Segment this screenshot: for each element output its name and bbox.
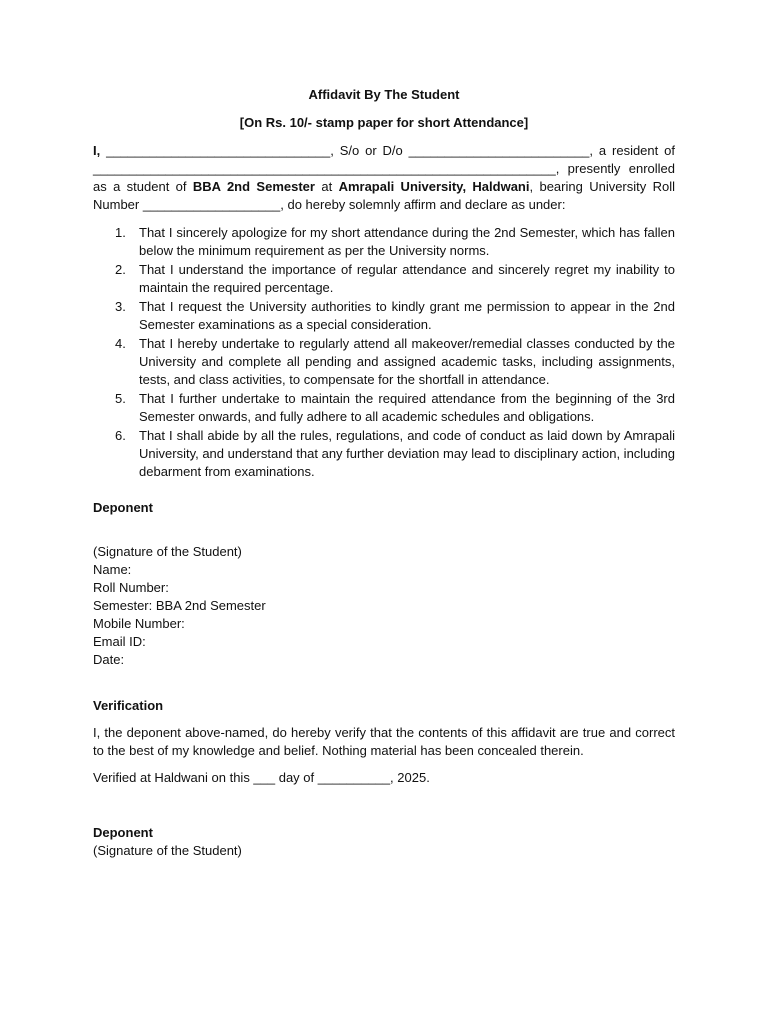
declaration-item (93, 427, 675, 481)
declaration-number: 5. (115, 391, 126, 406)
intro-text-so: S/o or D/o (339, 143, 403, 158)
declaration-number: 1. (115, 225, 126, 240)
field-roll-number: Roll Number: (93, 580, 169, 595)
parent-blank: _________________________, (408, 143, 594, 158)
intro-text-roll: , bearing University Roll Number (93, 179, 676, 212)
intro-text-affirm: , do hereby solemnly affirm and declare as under: (280, 197, 566, 212)
name-blank: _______________________________, (106, 143, 334, 158)
declaration-item (93, 298, 675, 334)
field-semester: Semester: BBA 2nd Semester (93, 598, 266, 613)
declaration-text: That I hereby undertake to regularly attend all makeover/remedial classes conducted by the University and complete all pending and assigned academic tasks, including assignments, tests, and class activities, to compensate for the shortfall in attendance. (139, 336, 675, 387)
declaration-item (93, 261, 675, 297)
final-deponent-heading: Deponent (93, 825, 153, 840)
intro-text-enrolled: presently enrolled as a student of (93, 161, 675, 194)
deponent-heading: Deponent (93, 500, 153, 515)
declaration-number: 4. (115, 336, 126, 351)
declaration-text: That I sincerely apologize for my short attendance during the 2nd Semester, which has fallen below the minimum requirement as per the University norms. (139, 225, 675, 258)
declaration-text: That I understand the importance of regular attendance and sincerely regret my inability to maintain the required percentage. (139, 262, 675, 295)
field-email: Email ID: (93, 634, 146, 649)
field-name: Name: (93, 562, 132, 577)
program-name: BBA 2nd Semester (192, 179, 315, 194)
intro-text-resident: a resident of (598, 143, 675, 158)
intro-text-at: at (321, 179, 333, 194)
verification-heading: Verification (93, 698, 164, 713)
roll-blank: ___________________ (142, 197, 281, 212)
deponent-details (93, 543, 675, 669)
field-mobile: Mobile Number: (93, 616, 185, 631)
university-name: Amrapali University, Haldwani (338, 179, 530, 194)
verification-text: I, the deponent above-named, do hereby verify that the contents of this affidavit are true and correct to the best of my knowledge and belief. Nothing material has been concealed therein. (93, 725, 675, 758)
verified-at-line: Verified at Haldwani on this ___ day of __________, 2025. (93, 770, 430, 785)
declaration-number: 6. (115, 428, 126, 443)
document-title: Affidavit By The Student (308, 87, 460, 102)
declarations-list (93, 224, 675, 481)
document-subtitle: [On Rs. 10/- stamp paper for short Attendance] (239, 115, 529, 130)
address-blank: ________________________________________________________________, (93, 161, 560, 176)
field-date: Date: (93, 652, 125, 667)
affidavit-document (93, 86, 675, 860)
declaration-number: 2. (115, 262, 126, 277)
declaration-text: That I shall abide by all the rules, regulations, and code of conduct as laid down by Amrapali University, and understand that any further deviation may lead to disciplinary action, including debarment from examinations. (139, 428, 675, 479)
intro-i: I, (93, 143, 101, 158)
signature-label: (Signature of the Student) (93, 544, 242, 559)
declaration-item (93, 335, 675, 389)
declaration-number: 3. (115, 299, 126, 314)
declaration-item (93, 224, 675, 260)
intro-paragraph (93, 142, 675, 214)
declaration-text: That I request the University authorities to kindly grant me permission to appear in the 2nd Semester examinations as a special consideration. (139, 299, 675, 332)
declaration-item (93, 390, 675, 426)
declaration-text: That I further undertake to maintain the required attendance from the beginning of the 3rd Semester onwards, and fully adhere to all academic schedules and obligations. (139, 391, 675, 424)
final-signature-label: (Signature of the Student) (93, 843, 242, 858)
